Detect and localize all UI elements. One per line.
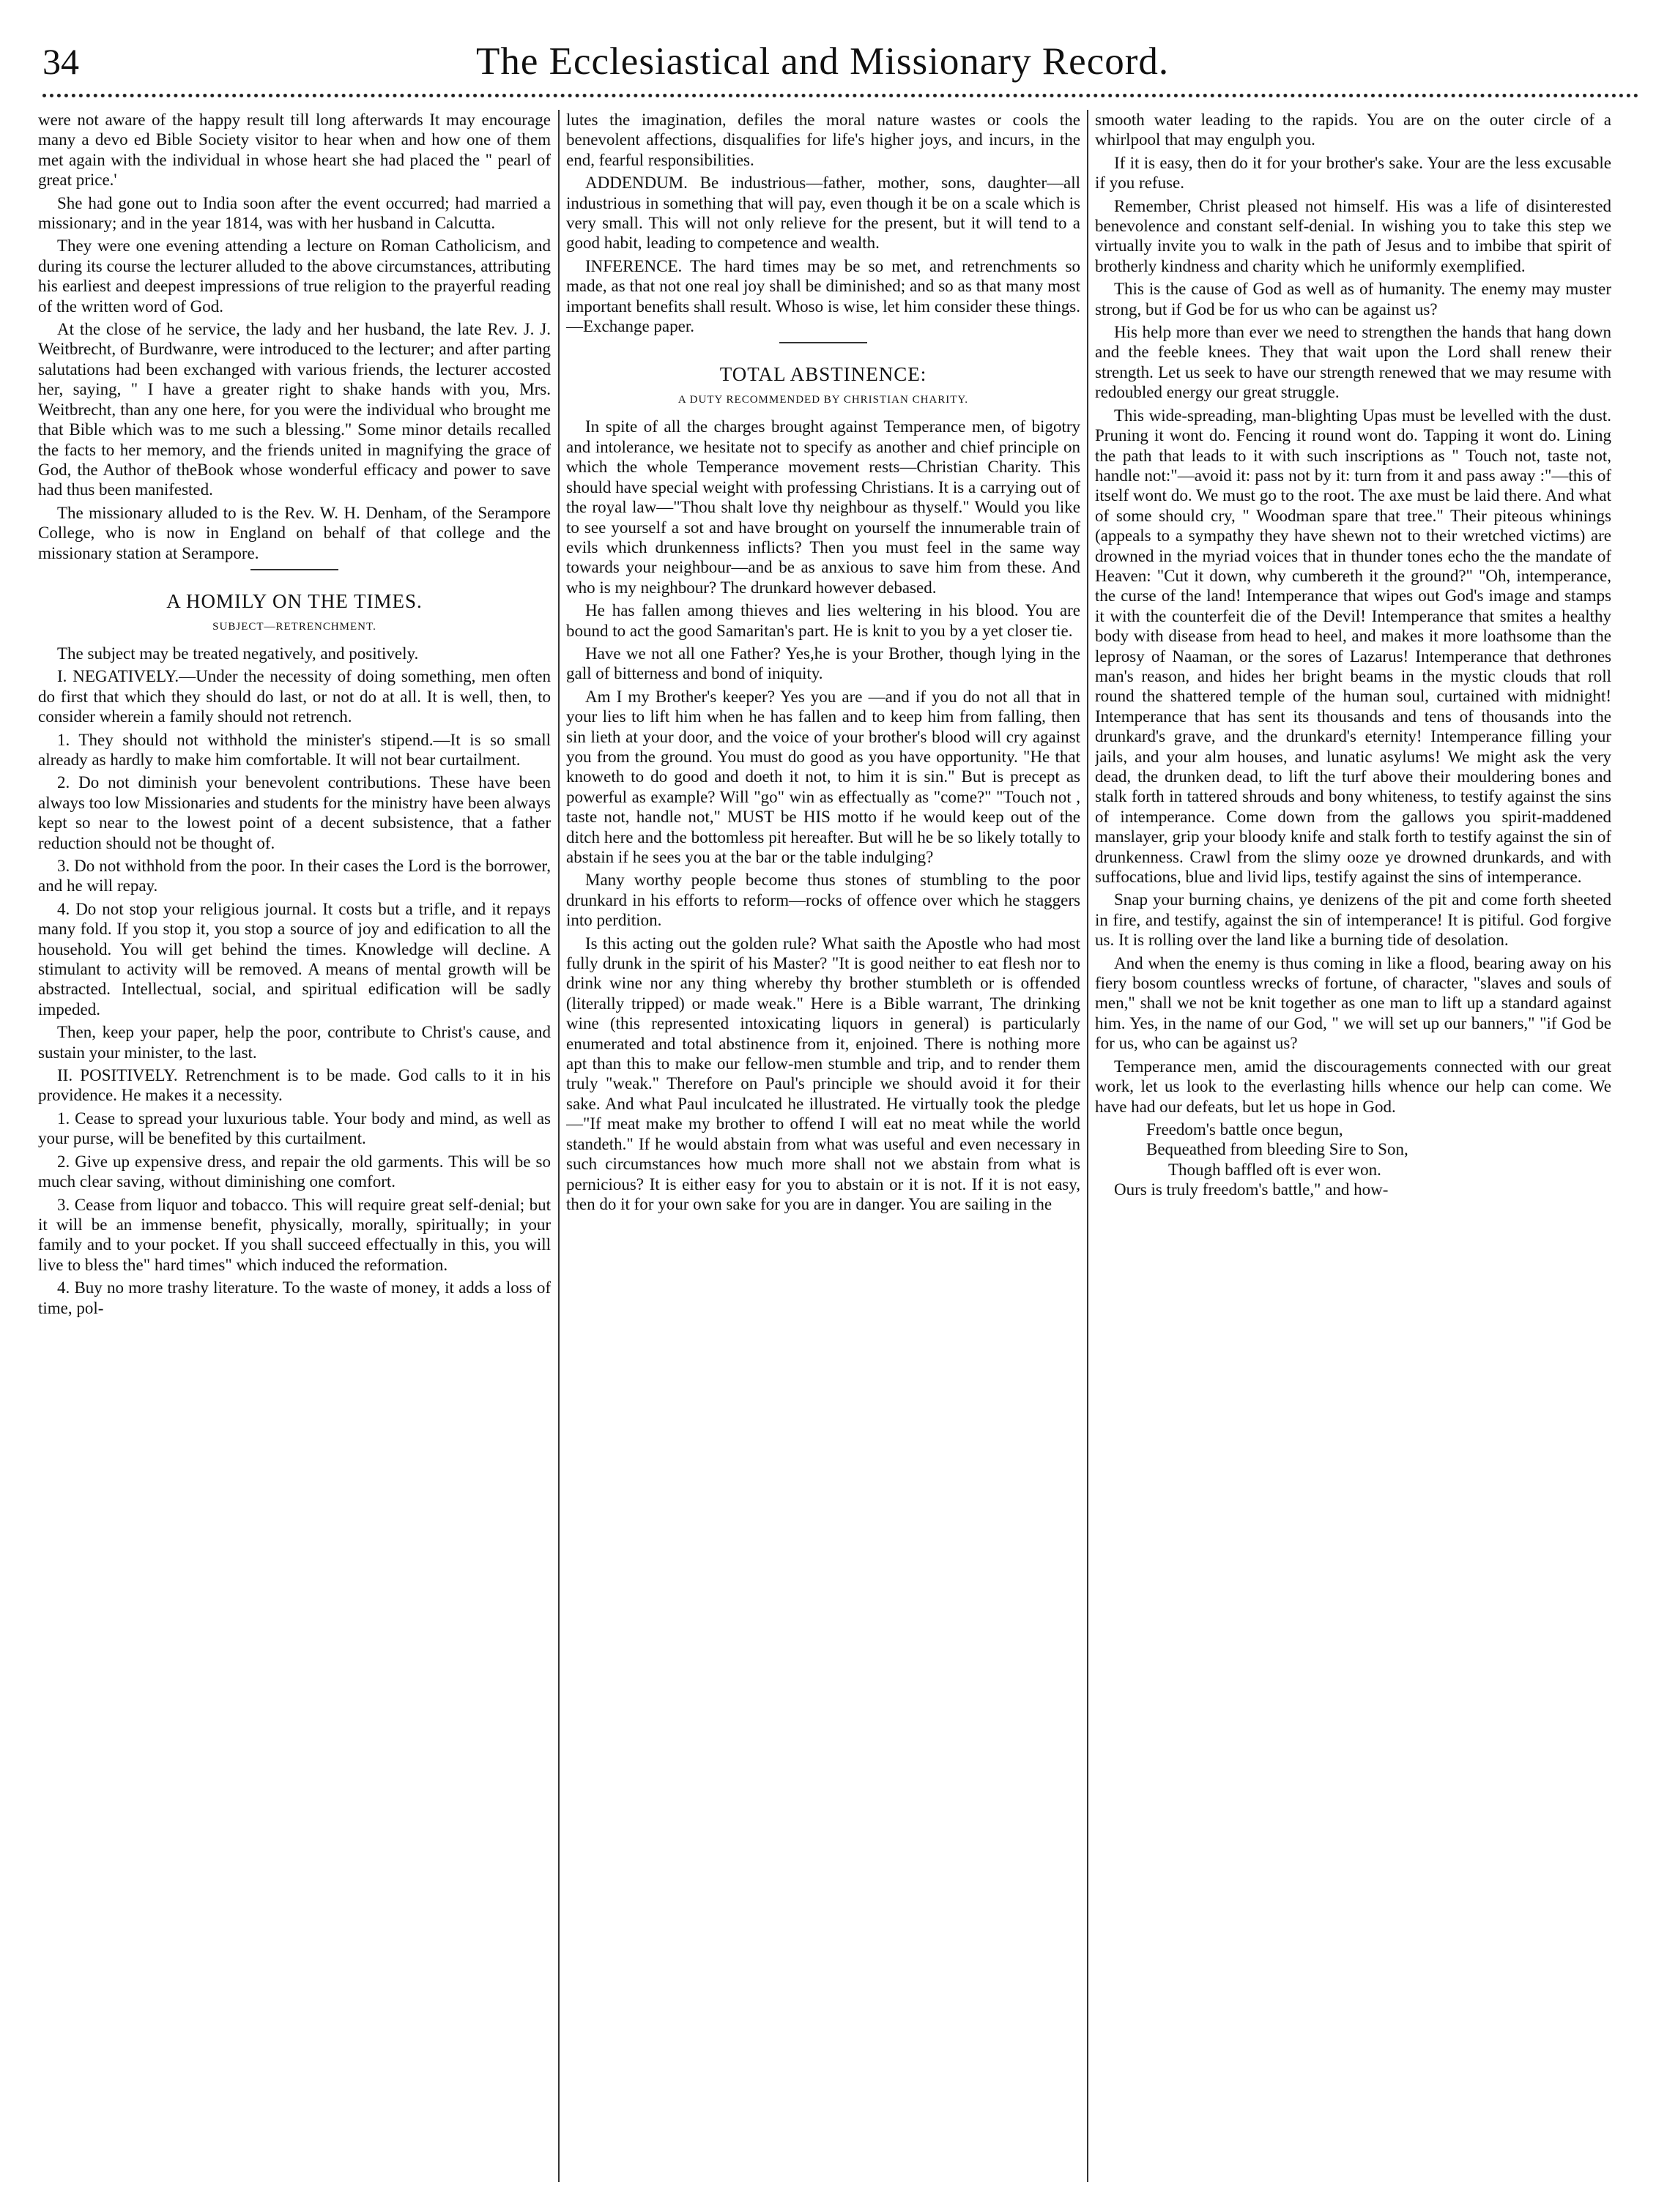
paragraph: Many worthy people become thus stones of stumbling to the poor drunkard in his efforts to reform—rocks of offence over which he staggers into perdition. (566, 871, 1080, 930)
paragraph: His help more than ever we need to strengthen the hands that hang down and the feeble knees. They that wait upon the Lord shall renew their strength. Let us seek to have our strength renewed that we may resume with redoubled energy our great struggle. (1095, 323, 1611, 402)
paragraph: In spite of all the charges brought against Temperance men, of bigotry and intolerance, we hesitate not to specify as another and chief principle on which the whole Temperance movement rests—Christian Charity. This should have special weight with professing Christians. It is a carrying out of the royal law—"Thou shalt love thy neighbour as thyself." Would you like to see yourself a sot and have brought on yourself the innumerable train of evils which drunkenness inflicts? Then you must feel in the same way towards your neighbour—and be as anxious to save him from these. And who is my neighbour? The drunkard however debased. (566, 417, 1080, 597)
article-heading: A HOMILY ON THE TIMES. (166, 589, 423, 612)
page-number: 34 (42, 41, 79, 82)
article-subheading: A DUTY RECOMMENDED BY CHRISTIAN CHARITY. (677, 394, 969, 406)
column-3 (1095, 110, 1611, 2182)
column-divider (558, 110, 560, 2182)
paragraph: Is this acting out the golden rule? What saith the Apostle who had most fully drunk in the spirit of his Master? "It is good neither to eat flesh nor to drink wine nor any thing whereby thy brother stumbleth or is offended (literally tripped) or made weak." Here is a Bible warrant, The drinking wine (this represented intoxicating liquors in general) is particularly enumerated and total abstinence from it, enjoined. There is nothing more apt than this to make our fellow-men stumble and trip, and to render them truly "weak." Therefore on Paul's principle we should avoid it for their sake. And what Paul inculcated he illustrated. He virtually took the pledge—"If meat make my brother to offend I will eat no meat while the world standeth." If he would abstain from what was useful and even necessary in such circumstances how much more shall not we abstain from what is pernicious? It is either easy for you to abstain or it is not. If it is not easy, then do it for your own sake for you are in danger. You are sailing in the (566, 934, 1080, 1213)
paragraph: At the close of he service, the lady and her husband, the late Rev. J. J. Weitbrecht, of Burdwanre, were introduced to the lecturer; and after parting salutations had been exchanged with various friends, the lecturer accosted her, saying, " I have a greater right to shake hands with you, Mrs. Weitbrecht, than any one here, for you were the individual who brought me that Bible which was to me such a blessing." Some minor details recalled the facts to her memory, and the friends united in magnifying the grace of God, the Author of theBook whose wonderful efficacy and power to save had thus been manifested. (38, 320, 551, 499)
section-rule (250, 569, 338, 570)
verse-line: Though baffled oft is ever won. (1168, 1160, 1381, 1179)
paragraph: INFERENCE. The hard times may be so met, and retrenchments so made, as that not one real joy shall be diminished; and so as that many most important benefits shall result. Whoso is wise, let him consider these things. —Exchange paper. (566, 256, 1080, 336)
column-divider (1087, 110, 1088, 2182)
paragraph: Ours is truly freedom's battle," and how- (1114, 1180, 1389, 1199)
paragraph: 2. Do not diminish your benevolent contributions. These have been always too low Missionaries and students for the ministry have been always kept so near to the lowest point of a decent subsistence, that a father reduction should not be thought of. (38, 773, 551, 852)
paragraph: Snap your burning chains, ye denizens of the pit and come forth sheeted in fire, and testify, against the sin of intemperance! It is pitiful. God forgive us. It is rolling over the land like a burning tide of desolation. (1095, 890, 1611, 950)
paragraph: 2. Give up expensive dress, and repair the old garments. This will be so much clear saving, without diminishing one comfort. (38, 1152, 551, 1191)
paragraph: smooth water leading to the rapids. You are on the outer circle of a whirlpool that may engulph you. (1095, 111, 1611, 149)
paragraph: They were one evening attending a lecture on Roman Catholicism, and during its course the lecturer alluded to the above circumstances, attributing his earliest and deepest impressions of true religion to the prayerful reading of the written word of God. (38, 237, 551, 316)
paragraph: 3. Cease from liquor and tobacco. This will require great self-denial; but it will be an immense benefit, physically, morally, spiritually; in your family and to your pocket. If you shall succeed effectually in this, you will live to bless the" hard times" which induced the reformation. (38, 1195, 551, 1274)
paragraph: 3. Do not withhold from the poor. In their cases the Lord is the borrower, and he will repay. (38, 857, 551, 895)
paragraph: The missionary alluded to is the Rev. W. H. Denham, of the Serampore College, who is now in England on behalf of that college and the missionary station at Serampore. (38, 503, 551, 562)
paragraph: 1. Cease to spread your luxurious table. Your body and mind, as well as your purse, will be benefited by this curtailment. (38, 1109, 551, 1148)
paragraph: If it is easy, then do it for your brother's sake. Your are the less excusable if you refuse. (1095, 153, 1611, 193)
paragraph: This is the cause of God as well as of humanity. The enemy may muster strong, but if God be for us who can be against us? (1095, 280, 1611, 319)
paragraph: Am I my Brother's keeper? Yes you are —and if you do not all that in your lies to lift him when he has fallen and to keep him from falling, then sin lieth at your door, and the voice of your brother's blood will cry against you from the ground. You must do good as you have opportunity. "He that knoweth to do good and doeth it not, to him it is sin." But is precept as powerful as example? Will "go" win as effectually as "come?" "Touch not , taste not, handle not," MUST be HIS motto if he would keep out of the ditch here and the bottomless pit hereafter. But will he be so likely totally to abstain if he sees you at the bar or the table indulging? (566, 687, 1080, 866)
section-rule (779, 342, 867, 343)
paragraph: And when the enemy is thus coming in like a flood, bearing away on his fiery bosom countless wrecks of fortune, of character, "slaves and souls of men," shall we not be knit together as one man to lift up a standard against him. Yes, in the name of our God, " we will set up our banners," "if God be for us, who can be against us? (1095, 953, 1611, 1053)
paragraph: were not aware of the happy result till long afterwards It may encourage many a devo ed Bible Society visitor to hear when and how one of them met again with the individual in whose heart she had placed the " pearl of great price.' (38, 111, 551, 190)
paragraph: She had gone out to India soon after the event occurred; had married a missionary; and in the year 1814, was with her husband in Calcutta. (38, 193, 551, 233)
paragraph: lutes the imagination, defiles the moral nature wastes or cools the benevolent affections, disqualifies for life's higher joys, and incurs, in the end, fearful responsibilities. (566, 111, 1080, 169)
paragraph: Have we not all one Father? Yes,he is your Brother, though lying in the gall of bitterness and bond of iniquity. (566, 644, 1080, 683)
verse-line: Bequeathed from bleeding Sire to Son, (1146, 1140, 1408, 1159)
paragraph: The subject may be treated negatively, and positively. (57, 644, 419, 663)
paragraph: ADDENDUM. Be industrious—father, mother, sons, daughter—all industrious in something that will pay, even though it be on a scale which is very small. This will not only relieve for the present, but it will tend to a good habit, leading to competence and wealth. (566, 174, 1080, 253)
header-rule (42, 94, 1639, 97)
paragraph: I. NEGATIVELY.—Under the necessity of doing something, men often do first that which they should do last, or not do at all. It is well, then, to consider wherein a family should not retrench. (38, 667, 551, 726)
paragraph: II. POSITIVELY. Retrenchment is to be made. God calls to it in his providence. He makes it a necessity. (38, 1066, 551, 1105)
paragraph: 4. Do not stop your religious journal. It costs but a trifle, and it repays many fold. If you stop it, you stop a source of joy and edification to all the household. You will get behind the times. Knowledge will decline. A stimulant to activity will be removed. A means of mental growth will be abstracted. Intellectual, social, and spiritual edification will be sadly impeded. (38, 899, 551, 1019)
paragraph: This wide-spreading, man-blighting Upas must be levelled with the dust. Pruning it wont do. Fencing it round wont do. Tapping it wont do. Lining the path that leads to it with such inscriptions as " Touch not, taste not, handle not:"—avoid it: pass not by it: turn from it and pass away :"—this of itself wont do. We must go to the root. The axe must be laid there. And what of some should cry, " Woodman spare that tree." Their piteous whinings (appeals to a sympathy they have shewn not to their wretched victims) are drowned in the myriad voices that in thunder tones echo the the mandate of Heaven: "Cut it down, why cumbereth it the ground?" "Oh, intemperance, the curse of the land! Intemperance that wipes out God's image and stamps it with the counterfeit die of the Devil! Intemperance that smites a healthy body with disease from head to heel, and makes it more loathsome than the leprosy of Naaman, or the sores of Lazarus! Intemperance that dethrones man's reason, and hides her bright beams in the mystic clouds that roll round the shattered temple of the human soul, curtained with midnight! Intemperance that has sent its thousands and tens of thousands into the drunkard's grave, and the drunkard's eternity! Intemperance filling your jails, and your alm houses, and lunatic asylums! We might ask the very dead, the drunken dead, to lift the turf above their mouldering bones and stalk forth in tattered shrouds and bony whiteness, to testify against the sins of intemperance. Come down from the gallows you spirit-maddened manslayer, grip your bloody knife and stalk forth to testify against the sin of drunkenness. Crawl from the slimy ooze ye drowned drunkards, and with suffocations, blue and livid lips, testify against the sins of intemperance. (1095, 406, 1611, 887)
masthead-title: The Ecclesiastical and Missionary Record. (476, 40, 1170, 83)
column-2 (566, 110, 1080, 2182)
paragraph: He has fallen among thieves and lies weltering in his blood. You are bound to act the good Samaritan's part. He is knit to you by a yet closer tie. (566, 601, 1080, 640)
article-subheading: SUBJECT—RETRENCHMENT. (212, 620, 376, 633)
column-1 (38, 110, 551, 2182)
verse-line: Freedom's battle once begun, (1146, 1120, 1343, 1139)
paragraph: 1. They should not withhold the minister's stipend.—It is so small already as hardly to make him comfortable. It will not bear curtailment. (38, 730, 551, 769)
paragraph: Remember, Christ pleased not himself. His was a life of disinterested benevolence and constant self-denial. In wishing you to take this step we virtually invite you to walk in the path of Jesus and to imbibe that spirit of brotherly kindness and charity which he uniformly exemplified. (1095, 196, 1611, 275)
article-heading: TOTAL ABSTINENCE: (719, 363, 927, 386)
paragraph: Then, keep your paper, help the poor, contribute to Christ's cause, and sustain your minister, to the last. (38, 1023, 551, 1062)
paragraph: 4. Buy no more trashy literature. To the waste of money, it adds a loss of time, pol- (38, 1278, 551, 1317)
paragraph: Temperance men, amid the discouragements connected with our great work, let us look to the everlasting hills whence our help can come. We have had our defeats, but let us hope in God. (1095, 1057, 1611, 1116)
